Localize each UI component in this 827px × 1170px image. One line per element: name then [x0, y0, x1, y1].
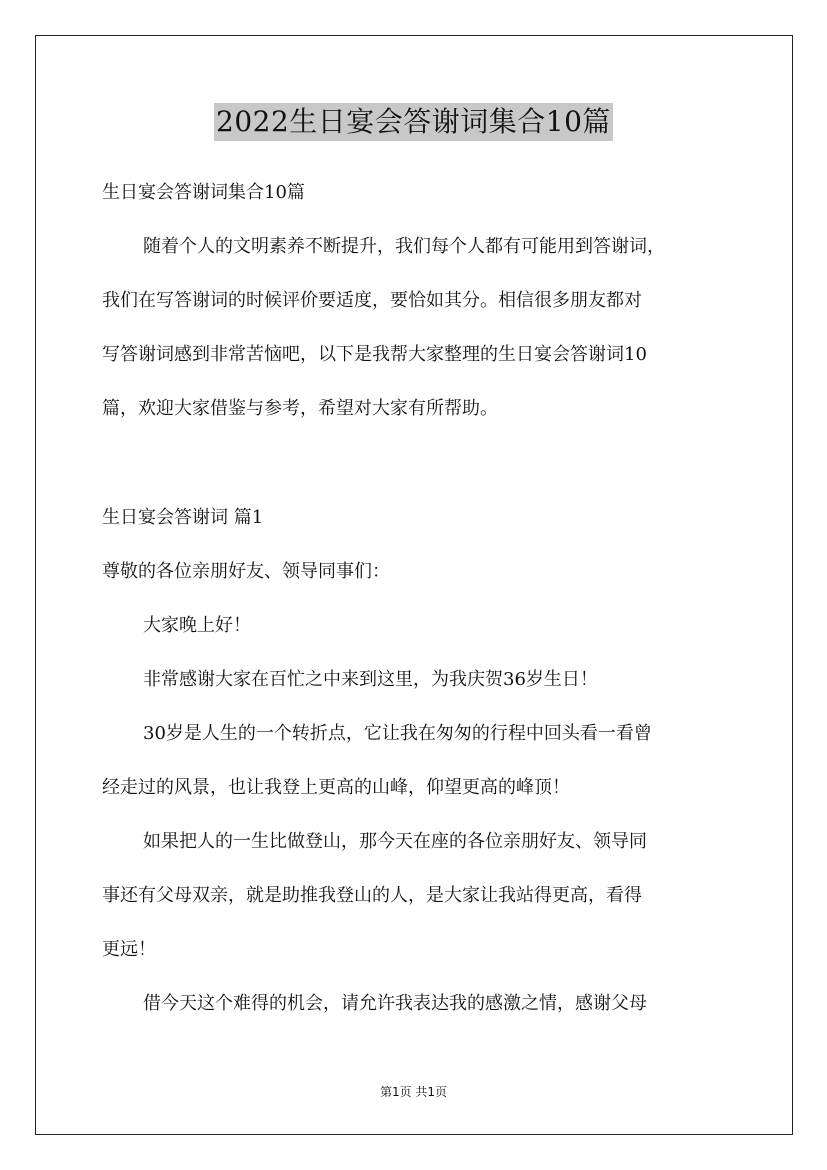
document-body [102, 175, 737, 1040]
body-line: 如果把人的一生比做登山，那今天在座的各位亲朋好友、领导同 [143, 831, 647, 852]
intro-line: 篇，欢迎大家借鉴与参考，希望对大家有所帮助。 [102, 398, 498, 419]
page-footer [0, 1083, 827, 1101]
intro-line: 我们在写答谢词的时候评价要适度，要恰如其分。相信很多朋友都对 [102, 290, 642, 311]
document-title: 2022生日宴会答谢词集合10篇 [214, 103, 613, 141]
body-line: 更远！ [102, 939, 156, 960]
salutation-line: 尊敬的各位亲朋好友、领导同事们： [102, 561, 390, 582]
body-line: 事还有父母双亲，就是助推我登山的人，是大家让我站得更高，看得 [102, 885, 642, 906]
title-area [0, 103, 827, 141]
body-line: 大家晚上好！ [143, 615, 251, 636]
subtitle-line: 生日宴会答谢词集合10篇 [102, 182, 305, 203]
paragraph-gap [102, 445, 737, 500]
section-heading: 生日宴会答谢词 篇1 [102, 507, 264, 528]
body-line: 非常感谢大家在百忙之中来到这里，为我庆贺36岁生日！ [143, 669, 598, 690]
body-line: 借今天这个难得的机会，请允许我表达我的感激之情，感谢父母 [143, 993, 647, 1014]
page-number: 第1页 共1页 [379, 1085, 448, 1099]
body-line: 30岁是人生的一个转折点，它让我在匆匆的行程中回头看一看曾 [143, 723, 652, 744]
intro-line: 随着个人的文明素养不断提升，我们每个人都有可能用到答谢词， [143, 236, 665, 257]
intro-line: 写答谢词感到非常苦恼吧，以下是我帮大家整理的生日宴会答谢词10 [102, 344, 647, 365]
body-line: 经走过的风景，也让我登上更高的山峰，仰望更高的峰顶！ [102, 777, 570, 798]
